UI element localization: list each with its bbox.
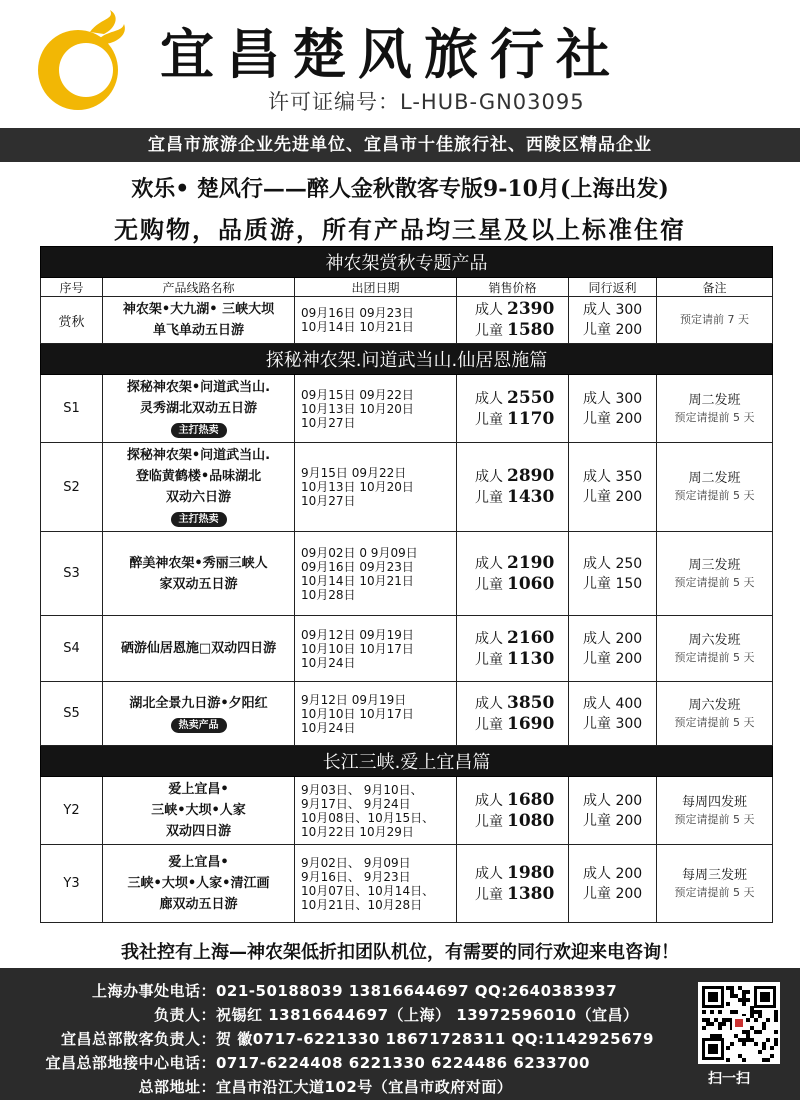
rebate-cell [569, 375, 657, 443]
adult-label: 成人 [475, 792, 503, 809]
column-header: 同行返利 [569, 278, 657, 297]
booking-notice: 预定请提前 5 天 [674, 812, 755, 826]
rebate-child: 儿童 200 [583, 410, 643, 427]
departure-dates: 09月16日 09月23日 10月14日 10月21日 [295, 297, 457, 344]
price-cell [457, 297, 569, 344]
booking-notice: 预定请前 7 天 [680, 313, 750, 326]
child-label: 儿童 [475, 490, 503, 506]
adult-label: 成人 [475, 390, 503, 407]
route-name: 探秘神农架•问道武当山. 灵秀湖北双动五日游 [126, 380, 271, 416]
child-price-line [475, 409, 568, 430]
note-cell [657, 777, 773, 845]
note-cell [657, 297, 773, 344]
price-cell [457, 845, 569, 923]
adult-price-line [475, 790, 568, 811]
adult-price: 2550 [507, 387, 555, 408]
rebate-child: 儿童 150 [583, 575, 643, 592]
child-price: 1170 [507, 408, 555, 429]
route-name: 神农架•大九湖• 三峡大坝 单飞单动五日游 [122, 302, 275, 338]
contact-value: 021-50188039 13816644697 QQ:2640383937 [216, 982, 618, 1000]
adult-label: 成人 [475, 865, 503, 882]
rebate-child: 儿童 200 [583, 885, 643, 902]
column-header: 出团日期 [295, 278, 457, 297]
contact-line [20, 1052, 590, 1073]
section-title: 长江三峡.爱上宜昌篇 [41, 746, 773, 777]
rebate-adult: 成人 200 [583, 630, 643, 647]
adult-label: 成人 [475, 302, 503, 318]
departure-dates: 09月02日 0 9月09日 09月16日 09月23日 10月14日 10月21日 10月28日 [295, 532, 457, 616]
route-name: 醉美神农架•秀丽三峡人 家双动五日游 [129, 555, 268, 592]
contact-label: 宜昌总部散客负责人： [60, 1030, 216, 1048]
adult-price: 2190 [507, 552, 555, 573]
table-row [41, 532, 773, 616]
rebate-child: 儿童 200 [583, 650, 643, 667]
departure-day: 每周四发班 [682, 794, 748, 810]
child-price-line [475, 649, 568, 670]
license-number: 许可证编号：L-HUB-GN03095 [268, 90, 585, 114]
child-label: 儿童 [475, 886, 503, 903]
child-price: 1430 [507, 487, 555, 507]
child-label: 儿童 [475, 716, 503, 733]
adult-label: 成人 [475, 630, 503, 647]
price-cell [457, 443, 569, 532]
rebate-adult: 成人 350 [583, 469, 643, 485]
contact-label: 负责人： [153, 1006, 216, 1024]
rebate-cell [569, 616, 657, 682]
section-title: 神农架赏秋专题产品 [41, 247, 773, 278]
header [0, 0, 800, 128]
column-header: 销售价格 [457, 278, 569, 297]
section-header-row [41, 746, 773, 777]
child-label: 儿童 [475, 576, 503, 593]
route-name: 湖北全景九日游•夕阳红 [129, 695, 268, 711]
rebate-cell [569, 682, 657, 746]
note-cell [657, 532, 773, 616]
column-header: 备注 [657, 278, 773, 297]
price-cell [457, 777, 569, 845]
route-number: S2 [41, 443, 103, 532]
table-row [41, 297, 773, 344]
booking-notice: 预定请提前 5 天 [674, 489, 755, 502]
child-price-line [475, 884, 568, 905]
adult-label: 成人 [475, 555, 503, 572]
contact-line [20, 1004, 639, 1025]
route-name: 爱上宜昌• 三峡•大坝•人家•清江画 廊双动五日游 [127, 855, 270, 912]
note-cell [657, 682, 773, 746]
departure-dates: 09月12日 09月19日 10月10日 10月17日 10月24日 [295, 616, 457, 682]
adult-price: 2890 [507, 466, 555, 486]
child-label: 儿童 [475, 323, 503, 339]
rebate-child: 儿童 200 [583, 322, 643, 338]
route-number: S4 [41, 616, 103, 682]
column-header-row [41, 278, 773, 297]
footer [0, 968, 800, 1100]
column-header: 序号 [41, 278, 103, 297]
departure-dates: 09月15日 09月22日 10月13日 10月20日 10月27日 [295, 375, 457, 443]
column-header: 产品线路名称 [103, 278, 295, 297]
child-price-line [475, 574, 568, 595]
hot-sale-badge: 热卖产品 [171, 718, 227, 733]
rebate-cell [569, 777, 657, 845]
contact-value: 祝锡红 13816644697（上海） 13972596010（宜昌） [216, 1006, 639, 1024]
honors-bar: 宜昌市旅游企业先进单位、宜昌市十佳旅行社、西陵区精品企业 [0, 128, 800, 162]
section-header-row [41, 344, 773, 375]
rebate-child: 儿童 300 [583, 715, 643, 732]
route-number: S5 [41, 682, 103, 746]
hot-sale-badge: 主打热卖 [171, 423, 227, 438]
rebate-child: 儿童 200 [583, 489, 643, 505]
departure-day: 每周三发班 [682, 867, 748, 883]
child-price-line [475, 811, 568, 832]
section-header-row [41, 247, 773, 278]
section-title: 探秘神农架.问道武当山.仙居恩施篇 [41, 344, 773, 375]
child-price: 1380 [507, 883, 555, 904]
departure-dates: 9月03日、 9月10日、 9月17日、 9月24日 10月08日、10月15日、 10月22日 10月29日 [295, 777, 457, 845]
booking-notice: 预定请提前 5 天 [674, 885, 755, 899]
note-cell [657, 375, 773, 443]
adult-price-line [475, 693, 568, 714]
adult-price-line [475, 466, 568, 487]
departure-dates: 9月15日 09月22日 10月13日 10月20日 10月27日 [295, 443, 457, 532]
contact-label: 上海办事处电话： [91, 982, 216, 1000]
table-row [41, 443, 773, 532]
note-cell [657, 845, 773, 923]
table-row [41, 682, 773, 746]
route-number: 赏秋 [41, 297, 103, 344]
contact-label: 总部地址： [138, 1078, 216, 1096]
adult-price: 1680 [507, 789, 555, 810]
product-table-body [41, 247, 773, 923]
table-row [41, 845, 773, 923]
scan-label: 扫一扫 [708, 1071, 750, 1087]
route-name-cell [103, 297, 295, 344]
rebate-cell [569, 845, 657, 923]
booking-notice: 预定请提前 5 天 [674, 715, 755, 729]
contact-value: 宜昌市沿江大道102号（宜昌市政府对面） [216, 1078, 513, 1096]
child-label: 儿童 [475, 813, 503, 830]
rebate-child: 儿童 200 [583, 812, 643, 829]
child-price: 1080 [507, 810, 555, 831]
booking-notice: 预定请提前 5 天 [674, 650, 755, 664]
route-name: 爱上宜昌• 三峡•大坝•人家 双动四日游 [151, 782, 246, 839]
table-row [41, 777, 773, 845]
adult-price-line [475, 299, 568, 320]
route-name-cell [103, 682, 295, 746]
price-cell [457, 682, 569, 746]
child-price: 1690 [507, 713, 555, 734]
contact-line [20, 1028, 654, 1049]
route-name-cell [103, 616, 295, 682]
product-table [40, 246, 773, 923]
departure-dates: 9月12日 09月19日 10月10日 10月17日 10月24日 [295, 682, 457, 746]
rebate-adult: 成人 300 [583, 390, 643, 407]
route-name-cell [103, 532, 295, 616]
route-number: Y2 [41, 777, 103, 845]
child-label: 儿童 [475, 411, 503, 428]
adult-label: 成人 [475, 469, 503, 485]
contact-line [20, 1076, 512, 1097]
rebate-adult: 成人 400 [583, 695, 643, 712]
departure-day: 周二发班 [688, 471, 741, 486]
child-price-line [475, 714, 568, 735]
adult-price: 1980 [507, 862, 555, 883]
adult-price-line [475, 553, 568, 574]
rebate-adult: 成人 200 [583, 865, 643, 882]
child-price-line [475, 320, 568, 341]
price-cell [457, 532, 569, 616]
adult-price-line [475, 863, 568, 884]
table-row [41, 375, 773, 443]
price-cell [457, 375, 569, 443]
child-price: 1130 [507, 648, 555, 669]
adult-price-line [475, 388, 568, 409]
route-number: S3 [41, 532, 103, 616]
departure-dates: 9月02日、 9月09日 9月16日、 9月23日 10月07日、10月14日、 10月21日、10月28日 [295, 845, 457, 923]
adult-price: 3850 [507, 692, 555, 713]
adult-label: 成人 [475, 695, 503, 712]
child-price-line [475, 487, 568, 508]
consult-notice: 我社控有上海—神农架低折扣团队机位，有需要的同行欢迎来电咨询！ [121, 942, 679, 963]
contact-line [20, 980, 617, 1001]
route-number: S1 [41, 375, 103, 443]
departure-day: 周二发班 [688, 392, 741, 408]
adult-price: 2390 [507, 299, 555, 319]
route-name-cell [103, 443, 295, 532]
promo-subtitle: 无购物，品质游，所有产品均三星及以上标准住宿 [114, 216, 686, 244]
rebate-cell [569, 297, 657, 344]
rebate-adult: 成人 200 [583, 792, 643, 809]
company-logo [30, 8, 130, 118]
note-cell [657, 616, 773, 682]
route-number: Y3 [41, 845, 103, 923]
contact-label: 宜昌总部地接中心电话： [45, 1054, 216, 1072]
rebate-adult: 成人 300 [583, 302, 643, 318]
child-price: 1580 [507, 320, 555, 340]
note-cell [657, 443, 773, 532]
route-name-cell [103, 777, 295, 845]
departure-day: 周三发班 [688, 557, 741, 573]
adult-price: 2160 [507, 627, 555, 648]
route-name-cell [103, 845, 295, 923]
booking-notice: 预定请提前 5 天 [674, 410, 755, 424]
rebate-cell [569, 443, 657, 532]
contact-value: 0717-6224408 6221330 6224486 6233700 [216, 1054, 590, 1072]
company-name: 宜昌楚风旅行社 [160, 22, 622, 86]
table-row [41, 616, 773, 682]
booking-notice: 预定请提前 5 天 [674, 575, 755, 589]
adult-price-line [475, 628, 568, 649]
departure-day: 周六发班 [688, 697, 741, 713]
departure-day: 周六发班 [688, 632, 741, 648]
qr-code-icon [698, 982, 780, 1064]
child-price: 1060 [507, 573, 555, 594]
child-label: 儿童 [475, 651, 503, 668]
hot-sale-badge: 主打热卖 [171, 512, 227, 527]
promo-title: 欢乐• 楚风行——醉人金秋散客专版9-10月(上海出发) [131, 176, 669, 202]
route-name: 探秘神农架•问道武当山. 登临黄鹤楼•品味湖北 双动六日游 [126, 448, 271, 505]
product-table-wrap [40, 246, 772, 923]
route-name: 硒游仙居恩施□双动四日游 [120, 641, 277, 656]
route-name-cell [103, 375, 295, 443]
contact-value: 贺 徽0717-6221330 18671728311 QQ:1142925679 [216, 1030, 654, 1048]
rebate-adult: 成人 250 [583, 555, 643, 572]
price-cell [457, 616, 569, 682]
rebate-cell [569, 532, 657, 616]
